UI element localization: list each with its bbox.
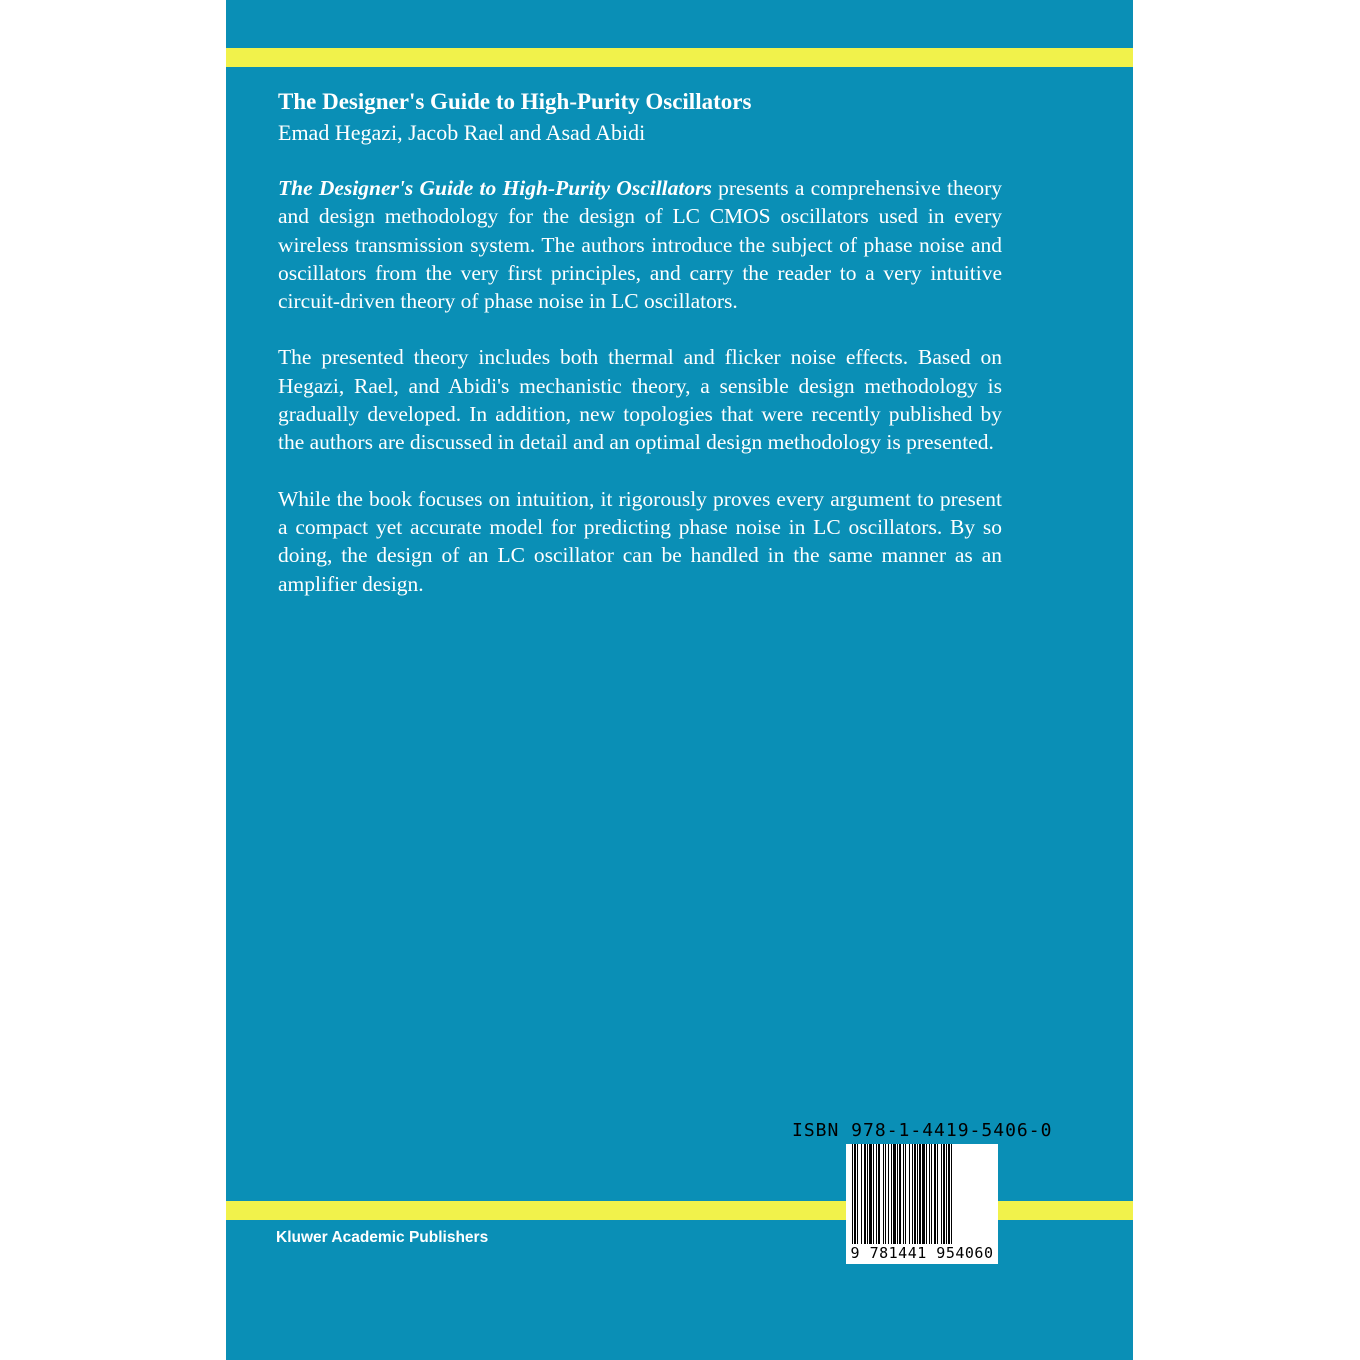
paragraph-text: presents a comprehensive theory and design methodology for the design of LC CMOS oscillators used in every wireless transmission system. The authors introduce the subject of phase noise and oscillators from the very first principles, and carry the reader to a very intuitive circuit-driven theory of phase noise in LC oscillators.	[278, 176, 1002, 314]
barcode-bar	[926, 1144, 927, 1248]
paragraph-lead-title: The Designer's Guide to High-Purity Oscillators	[278, 176, 712, 200]
barcode-bar	[937, 1144, 938, 1248]
barcode-bar	[864, 1144, 866, 1248]
barcode-bar	[869, 1144, 872, 1248]
barcode-bar	[893, 1144, 896, 1248]
barcode-bar	[876, 1144, 877, 1248]
barcode-bar	[885, 1144, 886, 1248]
top-stripe	[226, 48, 1133, 67]
barcode-bar	[878, 1144, 880, 1248]
isbn-barcode	[786, 1120, 1053, 1270]
barcode-bar	[912, 1144, 913, 1248]
barcode-bar	[905, 1144, 906, 1248]
barcode-bar	[854, 1144, 856, 1248]
barcode-bar	[867, 1144, 868, 1248]
description-paragraph-3: While the book focuses on intuition, it rigorously proves every argument to present a compact yet accurate model for predicting phase noise in LC oscillators. By so doing, the design of an LC oscillator can be handled in the same manner as an amplifier design.	[278, 486, 1002, 596]
barcode-bar	[891, 1144, 892, 1248]
book-authors: Emad Hegazi, Jacob Rael and Asad Abidi	[278, 120, 646, 145]
barcode-bar	[943, 1144, 945, 1248]
publisher-name: Kluwer Academic Publishers	[276, 1229, 489, 1246]
barcode-bar	[852, 1144, 853, 1248]
barcode-bar	[946, 1144, 947, 1248]
barcode-bar	[922, 1144, 925, 1248]
description-paragraph-1	[278, 174, 1002, 315]
barcode-bar	[897, 1144, 898, 1248]
barcode-bar	[903, 1144, 904, 1248]
barcode-bar	[888, 1144, 889, 1248]
barcode-bar	[857, 1144, 858, 1248]
barcode-bar	[941, 1144, 942, 1248]
barcode-bar	[914, 1144, 916, 1248]
isbn-label: ISBN 978-1-4419-5406-0	[792, 1120, 1053, 1141]
barcode-bar	[934, 1144, 936, 1248]
barcode-bar	[931, 1144, 932, 1248]
barcode-bar	[873, 1144, 874, 1248]
barcode-box	[846, 1144, 998, 1264]
description-paragraph-2: The presented theory includes both thermal and flicker noise effects. Based on Hegazi, Rael, and Abidi's mechanistic theory, a sensible design methodology is gradually developed. In addition, new topologies that were recently published by the authors are discussed in detail and an optimal design methodology is presented.	[278, 345, 1002, 455]
barcode-bar	[917, 1144, 918, 1248]
barcode-bar	[951, 1144, 952, 1248]
book-title: The Designer's Guide to High-Purity Oscillators	[278, 89, 752, 114]
barcode-number: 9 781441 954060	[846, 1244, 998, 1262]
barcode-bar	[929, 1144, 930, 1248]
barcode-bar	[948, 1144, 950, 1248]
barcode-bar	[883, 1144, 884, 1248]
barcode-bar	[919, 1144, 921, 1248]
barcode-bars	[850, 1144, 994, 1248]
book-back-cover	[226, 0, 1133, 1360]
cover-text	[278, 86, 1002, 626]
barcode-bar	[861, 1144, 862, 1248]
barcode-bar	[909, 1144, 910, 1248]
barcode-bar	[899, 1144, 901, 1248]
